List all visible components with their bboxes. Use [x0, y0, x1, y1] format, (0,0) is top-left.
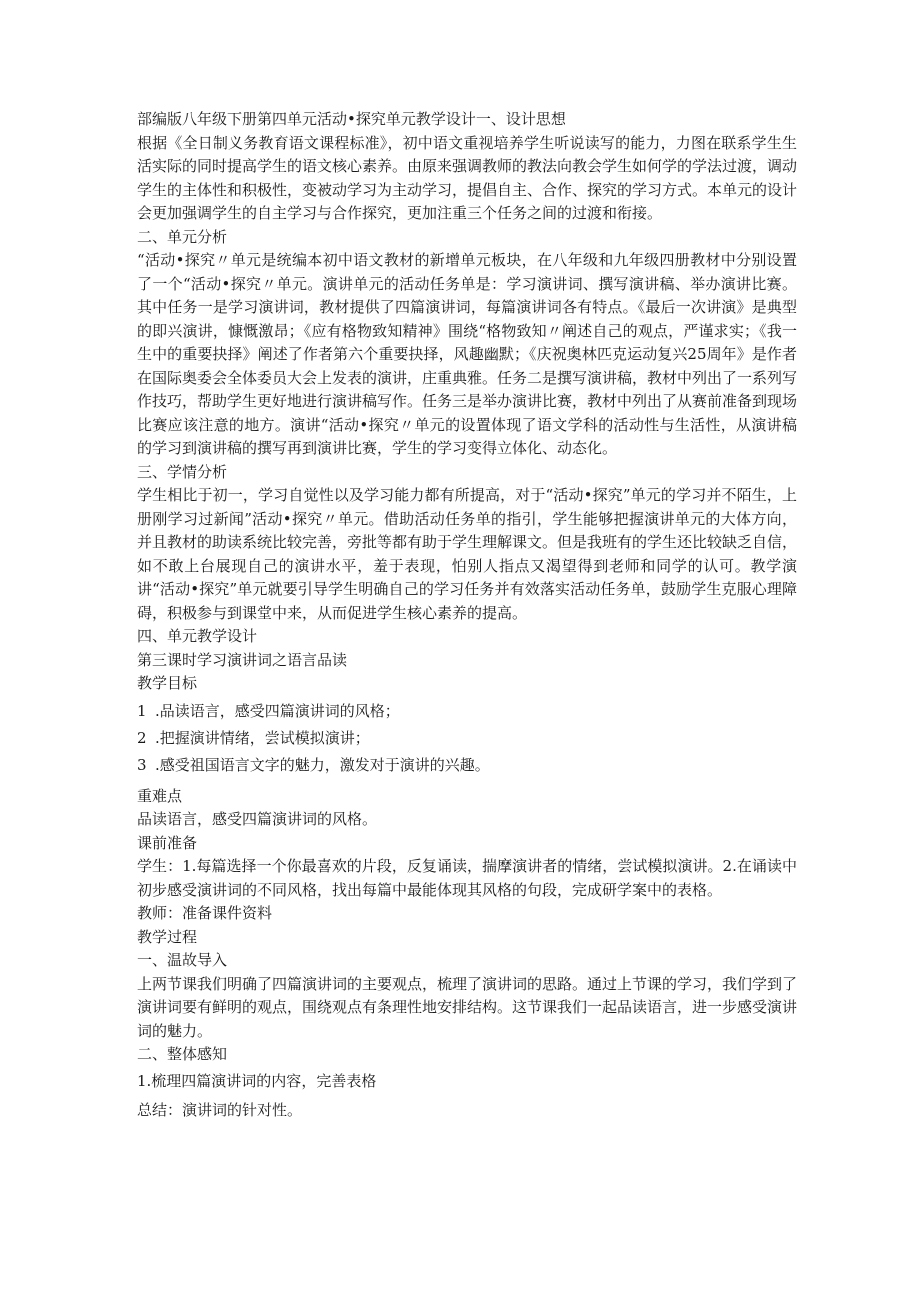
heading-key-points: 重难点: [137, 786, 183, 805]
list-item: [137, 725, 797, 752]
list-item-number: 3: [137, 755, 147, 774]
heading-preparation: 课前准备: [137, 833, 198, 852]
preparation-teacher: 教师：准备课件资料: [137, 904, 273, 922]
list-item-text: .品读语言，感受四篇演讲词的风格；: [155, 701, 400, 720]
list-item: [137, 698, 797, 725]
heading-unit-analysis: 二、单元分析: [137, 227, 228, 246]
heading-overall-perception: 二、整体感知: [137, 1045, 228, 1063]
document-title: 部编版八年级下册第四单元活动•探究单元教学设计一、设计思想: [137, 110, 566, 128]
paragraph-unit-analysis: “活动•探究〃单元是统编本初中语文教材的新增单元板块，在八年级和九年级四册教材中分别设置了一个“活动•探究〃单元。演讲单元的活动任务单是：学习演讲词、撰写演讲稿、举办演讲比赛。其中任务一是学习演讲词，教材提供了四篇演讲词，每篇演讲词各有特点。《最后一次讲演》是典型的即兴演讲，慷慨激昂；《应有格物致知精神》围绕“格物致知〃阐述自己的观点，严谨求实；《我一生中的重要抉择》阐述了作者第六个重要抉择，风趣幽默；《庆祝奥林匹克运动复兴25周年》是作者在国际奥委会全体委员大会上发表的演讲，庄重典雅。任务二是撰写演讲稿，教材中列出了一系列写作技巧，帮助学生更好地进行演讲稿写作。任务三是举办演讲比赛，教材中列出了从赛前准备到现场比赛应该注意的地方。演讲“活动•探究〃单元的设置体现了语文学科的活动性与生活性，从演讲稿的学习到演讲稿的撰写再到演讲比赛，学生的学习变得立体化、动态化。: [137, 251, 798, 457]
preparation-student: 学生：1.每篇选择一个你最喜欢的片段，反复诵读，揣摩演讲者的情绪，尝试模拟演讲。2.在诵读中初步感受演讲词的不同风格，找出每篇中最能体现其风格的句段，完成研学案中的表格。: [137, 857, 797, 899]
heading-teaching-process: 教学过程: [137, 927, 198, 946]
heading-unit-design: 四、单元教学设计: [137, 627, 258, 645]
list-item: [137, 752, 797, 779]
paragraph-student-analysis: 学生相比于初一，学习自觉性以及学习能力都有所提高，对于“活动•探究”单元的学习并不陌生，上册刚学习过新闻”活动•探究〃单元。借助活动任务单的指引，学生能够把握演讲单元的大体方向，并且教材的助读系统比较完善，旁批等都有助于学生理解课文。但是我班有的学生还比较缺乏自信，如不敢上台展现自己的演讲水平，羞于表现，怕别人指点又渴望得到老师和同学的认可。教学演讲“活动•探究”单元就要引导学生明确自己的学习任务并有效落实活动任务单，鼓励学生克服心理障碍，积极参与到课堂中来，从而促进学生核心素养的提高。: [137, 486, 798, 622]
paragraph-review-intro: 上两节课我们明确了四篇演讲词的主要观点，梳理了演讲词的思路。通过上节课的学习，我们学到了演讲词要有鲜明的观点，围绕观点有条理性地安排结构。这节课我们一起品读语言，进一步感受演讲词的魅力。: [137, 974, 798, 1040]
paragraph-design-idea: 根据《全日制义务教育语文课程标准》，初中语文重视培养学生听说读写的能力，力图在联系学生生活实际的同时提高学生的语文核心素养。由原来强调教师的教法向教会学生如何学的学法过渡，调动学生的主体性和积极性，变被动学习为主动学习，提倡自主、合作、探究的学习方式。本单元的设计会更加强调学生的自主学习与合作探究，更加注重三个任务之间的过渡和衔接。: [137, 133, 798, 222]
list-item-number: 2: [137, 728, 147, 747]
document-body: [137, 108, 797, 1125]
lesson-title: 第三课时学习演讲词之语言品读: [137, 650, 348, 669]
list-item-text: .感受祖国语言文字的魅力，激发对于演讲的兴趣。: [155, 755, 490, 774]
heading-teaching-goals: 教学目标: [137, 674, 198, 692]
heading-student-analysis: 三、学情分析: [137, 462, 228, 481]
overall-perception-item: 1.梳理四篇演讲词的内容，完善表格: [137, 1071, 377, 1090]
key-points-text: 品读语言，感受四篇演讲词的风格。: [137, 810, 378, 828]
list-item-number: 1: [137, 701, 147, 720]
heading-review-intro: 一、温故导入: [137, 951, 228, 969]
teaching-goals-list: [137, 698, 797, 779]
list-item-text: .把握演讲情绪，尝试模拟演讲；: [155, 728, 370, 747]
summary-text: 总结：演讲词的针对性。: [137, 1100, 303, 1119]
